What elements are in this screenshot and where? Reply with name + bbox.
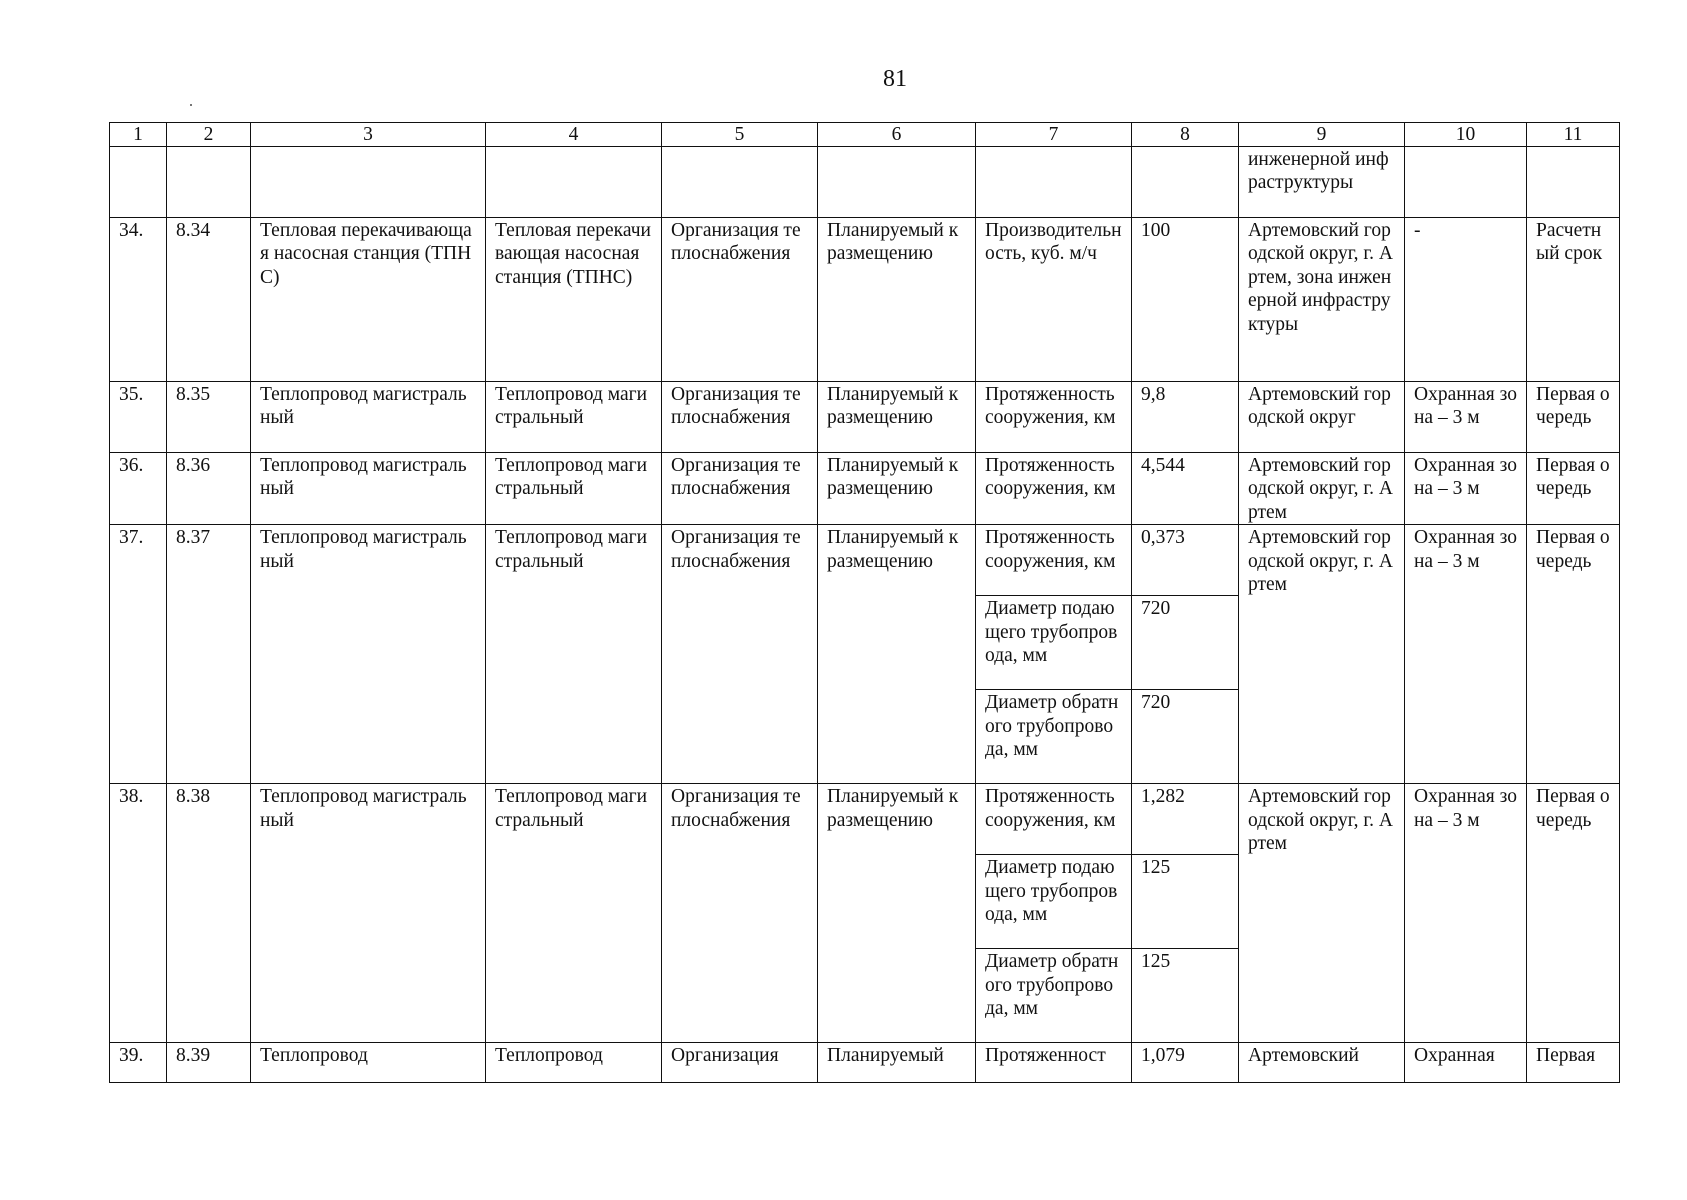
location: Артемовский городской округ, г. Артем [1239,784,1405,1043]
object-type: Теплопровод магистральный [486,382,662,453]
object-code: 8.37 [167,525,251,784]
object-name: Теплопровод магистральный [251,382,486,453]
location: Артемовский [1239,1043,1405,1083]
location: Артемовский городской округ, г. Артем [1239,525,1405,784]
parameter-name: Диаметр подающего трубопровода, мм [976,596,1132,690]
stage: Первая очередь [1527,382,1620,453]
status: Планируемый к размещению [818,453,976,525]
header-cell: 9 [1239,123,1405,147]
row-number: 35. [110,382,167,453]
header-cell: 4 [486,123,662,147]
status: Планируемый [818,1043,976,1083]
parameter-value: 720 [1132,690,1239,784]
header-cell: 8 [1132,123,1239,147]
object-type: Теплопровод магистральный [486,784,662,1043]
table-row [110,453,1620,525]
location: инженерной инфраструктуры [1239,147,1405,218]
parameter-name: Протяженность сооружения, км [976,382,1132,453]
parameter-name: Диаметр подающего трубопровода, мм [976,855,1132,949]
purpose: Организация теплоснабжения [662,218,818,382]
object-code: 8.36 [167,453,251,525]
parameter-value: 0,373 [1132,525,1239,596]
purpose: Организация теплоснабжения [662,453,818,525]
purpose: Организация [662,1043,818,1083]
zone [1405,147,1527,218]
parameter-name [976,147,1132,218]
row-number: 36. [110,453,167,525]
table-row [110,147,1620,218]
parameter-name: Протяженность сооружения, км [976,784,1132,855]
purpose [662,147,818,218]
object-name: Теплопровод магистральный [251,525,486,784]
parameter-value: 1,079 [1132,1043,1239,1083]
object-name: Тепловая перекачивающая насосная станция (ТПНС) [251,218,486,382]
stage: Первая [1527,1043,1620,1083]
location: Артемовский городской округ, г. Артем [1239,453,1405,525]
object-type: Теплопровод [486,1043,662,1083]
header-cell: 7 [976,123,1132,147]
row-number: 37. [110,525,167,784]
object-name: Теплопровод [251,1043,486,1083]
parameter-value: 720 [1132,596,1239,690]
status: Планируемый к размещению [818,525,976,784]
zone: Охранная зона – 3 м [1405,525,1527,784]
object-type: Теплопровод магистральный [486,453,662,525]
status: Планируемый к размещению [818,218,976,382]
header-cell: 11 [1527,123,1620,147]
objects-table [109,122,1620,1083]
header-cell: 10 [1405,123,1527,147]
parameter-value: 1,282 [1132,784,1239,855]
zone: Охранная зона – 3 м [1405,453,1527,525]
parameter-value: 4,544 [1132,453,1239,525]
zone: Охранная зона – 3 м [1405,784,1527,1043]
object-type: Теплопровод магистральный [486,525,662,784]
location: Артемовский городской округ, г. Артем, зона инженерной инфраструктуры [1239,218,1405,382]
object-name: Теплопровод магистральный [251,784,486,1043]
location: Артемовский городской округ [1239,382,1405,453]
object-type [486,147,662,218]
stage [1527,147,1620,218]
scan-speck [190,104,192,106]
row-number: 38. [110,784,167,1043]
header-cell: 6 [818,123,976,147]
row-number [110,147,167,218]
row-number: 34. [110,218,167,382]
status: Планируемый к размещению [818,382,976,453]
table-row [110,784,1620,855]
status [818,147,976,218]
parameter-value: 125 [1132,855,1239,949]
object-code: 8.38 [167,784,251,1043]
purpose: Организация теплоснабжения [662,525,818,784]
parameter-name: Производительность, куб. м/ч [976,218,1132,382]
object-name [251,147,486,218]
parameter-value [1132,147,1239,218]
object-code [167,147,251,218]
purpose: Организация теплоснабжения [662,382,818,453]
object-code: 8.35 [167,382,251,453]
column-number-header [110,123,1620,147]
stage: Первая очередь [1527,525,1620,784]
table-row [110,218,1620,382]
parameter-value: 100 [1132,218,1239,382]
header-cell: 5 [662,123,818,147]
stage: Расчетный срок [1527,218,1620,382]
header-cell: 1 [110,123,167,147]
header-cell: 2 [167,123,251,147]
header-cell: 3 [251,123,486,147]
object-code: 8.39 [167,1043,251,1083]
zone: Охранная [1405,1043,1527,1083]
parameter-name: Протяженность сооружения, км [976,453,1132,525]
purpose: Организация теплоснабжения [662,784,818,1043]
object-type: Тепловая перекачивающая насосная станция (ТПНС) [486,218,662,382]
table-row [110,525,1620,596]
parameter-name: Протяженност [976,1043,1132,1083]
page-number: 81 [883,66,907,92]
table-row [110,382,1620,453]
parameter-value: 9,8 [1132,382,1239,453]
parameter-value: 125 [1132,949,1239,1043]
parameter-name: Диаметр обратного трубопровода, мм [976,690,1132,784]
zone: Охранная зона – 3 м [1405,382,1527,453]
stage: Первая очередь [1527,453,1620,525]
parameter-name: Диаметр обратного трубопровода, мм [976,949,1132,1043]
status: Планируемый к размещению [818,784,976,1043]
zone: - [1405,218,1527,382]
stage: Первая очередь [1527,784,1620,1043]
row-number: 39. [110,1043,167,1083]
object-name: Теплопровод магистральный [251,453,486,525]
object-code: 8.34 [167,218,251,382]
parameter-name: Протяженность сооружения, км [976,525,1132,596]
table-row [110,1043,1620,1083]
